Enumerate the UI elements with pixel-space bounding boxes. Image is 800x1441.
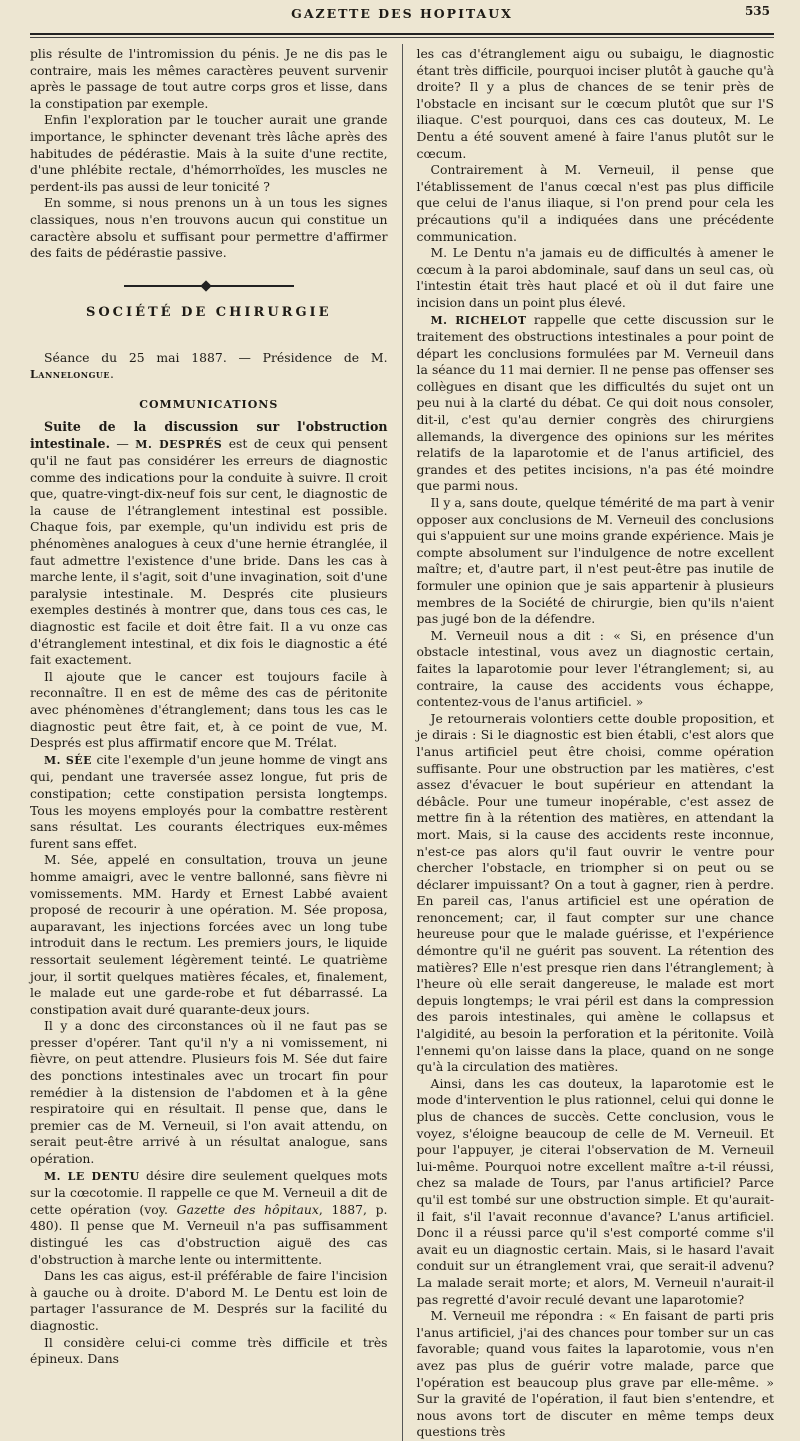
subsection-title: COMMUNICATIONS	[139, 397, 279, 411]
paragraph: plis résulte de l'intromission du pénis. Je ne dis pas le contraire, mais les mêmes caractères peuvent survenir après le passage de tout autre corps gros et lisse, dans la constipation par exemple.	[30, 46, 388, 111]
column-divider	[402, 44, 403, 1441]
paragraph: Il y a donc des circonstances où il ne faut pas se presser d'opérer. Tant qu'il n'y a ni vomissement, ni fièvre, on peut attendre. Plusieurs fois M. Sée dut faire des ponctions intestinales avec un trocart fin pour remédier à la distension de l'abdomen et à la gêne respiratoire qui en résultait. Il pense que, dans le premier cas de M. Verneuil, si l'on avait attendu, on serait peut-être arrivé à un résultat analogue, sans opération.	[30, 1018, 388, 1167]
paragraph: Je retournerais volontiers cette double proposition, et je dirais : Si le diagnostic est bien établi, c'est alors que l'anus artificiel peut être choisi, comme opération suffisante. Pour une obstruction par les matières, c'est assez d'évacuer le bout supérieur en attendant la débâcle. Pour une tumeur inopérable, c'est assez de mettre fin à la rétention des matières, en attendant la mort. Mais, si la cause des accidents reste inconnue, n'est-ce pas alors qu'il faut ouvrir le ventre pour chercher l'obstacle, en triompher si on peut ou se déclarer impuissant? On a tout à gagner, rien à perdre. En pareil cas, l'anus artificiel est une opération de renoncement; car, il faut compter sur une chance heureuse pour que le malade guérisse, et l'expérience démontre qu'il ne guérit pas souvent. La rétention des matières? Elle n'est presque rien dans l'étranglement; à l'heure où elle serait dangereuse, le malade est mort depuis longtemps; le vrai péril est dans la compression des parois intestinales, qui amène le collapsus et l'algidité, au besoin la perforation et la péritonite. Voilà l'ennemi qu'on laisse dans la place, quand on ne songe qu'à la circulation des matières.	[416, 710, 775, 1075]
session-text: Séance du 25 mai 1887. — Présidence de M.	[44, 349, 388, 365]
head-rule-thin	[30, 37, 774, 38]
left-column	[30, 46, 388, 1441]
paragraph: Ainsi, dans les cas douteux, la laparotomie est le mode d'intervention le plus rationnel, celui qui donne le plus de chances de succès. Cette conclusion, vous le voyez, s'éloigne beaucoup de celle de M. Verneuil. Et pour l'appuyer, je citerai l'observation de M. Verneuil lui-même. Pourquoi notre excellent maître a-t-il réussi, chez sa malade de Tours, par l'anus artificiel? Parce qu'il est tombé sur une obstruction simple. Et qu'aurait-il fait, s'il l'avait reconnue d'avance? L'anus artificiel. Donc il a réussi parce qu'il s'est comporté comme s'il avait eu un diagnostic certain. Mais, si le hasard l'avait conduit sur un étranglement vrai, que serait-il advenu? La malade serait morte; et alors, M. Verneuil n'aurait-il pas regretté d'avoir reculé devant une laparotomie?	[416, 1075, 775, 1307]
running-head	[30, 0, 774, 38]
paragraph: Enfin l'exploration par le toucher aurait une grande importance, le sphincter devenant très lâche après des habitudes de pédérastie. Mais à la suite d'une rectite, d'une phlébite rectale, d'hémorrhoïdes, les muscles ne perdent-ils pas aussi de leur tonicité ?	[30, 112, 388, 194]
session-line	[30, 350, 388, 384]
speech-text: , 1887, p. 480). Il pense que M. Verneuil n'a pas suffisamment distingué les cas d'obstruction aiguë des cas d'obstruction à marche lente ou intermittente.	[30, 1201, 388, 1267]
paragraph: M. Le Dentu n'a jamais eu de difficultés à amener le cœcum à la paroi abdominale, sauf dans un seul cas, où l'intestin était très haut placé et où il dut faire une incision dans un point plus élevé.	[416, 245, 775, 310]
paragraph: En somme, si nous prenons un à un tous les signes classiques, nous n'en trouvons aucun qui constitue un caractère absolu et suffisant pour permettre d'affirmer des faits de pédérastie passive.	[30, 195, 388, 261]
paragraph: M. Verneuil nous a dit : « Si, en présence d'un obstacle intestinal, vous avez un diagnostic certain, faites la laparotomie pour lever l'étranglement; si, au contraire, la cause des accidents vous échappe, contentez-vous de l'anus artificiel. »	[416, 627, 775, 710]
paragraph	[30, 752, 388, 853]
page-number: 535	[744, 4, 770, 18]
paragraph	[30, 419, 388, 669]
speech-text: cite l'exemple d'un jeune homme de vingt ans qui, pendant une traversée assez longue, fut pris de constipation; cette constipation persista longtemps. Tous les moyens employés pour la combattre restèrent sans résultat. Les courants électriques eux-mêmes furent sans effet.	[30, 751, 388, 851]
journal-title: Gazette des hôpitaux	[176, 1201, 319, 1217]
head-rule	[30, 33, 774, 35]
section-title: SOCIÉTÉ DE CHIRURGIE	[85, 304, 332, 320]
speaker-name: M. RICHELOT	[430, 313, 527, 327]
paragraph	[30, 1168, 388, 1269]
speaker-name: M. SÉE	[44, 753, 93, 767]
session-end: .	[109, 366, 114, 382]
paragraph: Il y a, sans doute, quelque témérité de ma part à venir opposer aux conclusions de M. Verneuil des conclusions qui s'appuient sur une moins grande expérience. Mais je compte absolument sur l'indulgence de notre excellent maître; et, d'autre part, il n'est peut-être pas inutile de formuler une opinion que je sais appartenir à plusieurs membres de la Société de chirurgie, bien qu'ils n'aient pas jugé bon de la défendre.	[416, 495, 775, 627]
president-name: Lannelongue	[30, 368, 110, 382]
discussion-title: Suite de la discussion sur l'obstruction intestinale.	[30, 418, 388, 451]
paragraph: Il ajoute que le cancer est toujours facile à reconnaître. Il en est de même des cas de péritonite avec phénomènes d'étranglement; dans tous les cas le diagnostic peut être fait, et, à ce point de vue, M. Després est plus affirmatif encore que M. Trélat.	[30, 668, 388, 751]
right-column	[417, 46, 775, 1441]
paragraph: Il considère celui-ci comme très difficile et très épineux. Dans	[30, 1334, 388, 1367]
section-separator	[30, 272, 388, 291]
speaker-name: M. LE DENTU	[44, 1169, 140, 1183]
speaker-name: M. DESPRÉS	[135, 437, 223, 451]
speech-text: est de ceux qui pensent qu'il ne faut pas considérer les erreurs de diagnostic comme des indications pour la conduite à suivre. Il croit que, quatre-vingt-dix-neuf fois sur cent, le diagnostic de la cause de l'étranglement intestinal est possible. Chaque fois, par exemple, qu'un individu est pris de phénomènes analogues à ceux d'une hernie étranglée, il faut admettre l'existence d'une bride. Dans les cas à marche lente, il s'agit, soit d'une invagination, soit d'une paralysie intestinale. M. Després cite plusieurs exemples destinés à montrer que, dans tous ces cas, le diagnostic est facile et doit être fait. Il a vu onze cas d'étranglement intestinal, et dix fois le diagnostic a été fait exactement.	[30, 435, 388, 668]
paragraph: Contrairement à M. Verneuil, il pense que l'établissement de l'anus cœcal n'est pas plus difficile que celui de l'anus iliaque, si l'on prend pour cela les précautions qu'il a indiquées dans une précédente communication.	[416, 162, 775, 244]
speech-text: désire dire seulement quelques mots sur la cœcotomie. Il rappelle ce que M. Verneuil a dit de cette opération (voy.	[30, 1167, 388, 1217]
paragraph: Dans les cas aigus, est-il préférable de faire l'incision à gauche ou à droite. D'abord M. Le Dentu est loin de partager l'assurance de M. Després sur la facilité du diagnostic.	[30, 1268, 388, 1333]
speech-text: rappelle que cette discussion sur le traitement des obstructions intestinales a pour point de départ les conclusions formulées par M. Verneuil dans la séance du 11 mai dernier. Il ne pense pas offenser ses collègues en disant que les difficultés du sujet ont un peu nui à la clarté du débat. Ce qui doit nous consoler, dit-il, c'est qu'au dernier congrès des chirurgiens allemands, la divergence des opinions sur les mérites relatifs de la laparotomie et de l'anus artificiel, des grandes et des petites incisions, n'a pas été moindre que parmi nous.	[416, 311, 775, 494]
running-title: GAZETTE DES HOPITAUX	[291, 6, 513, 21]
two-column-body	[30, 46, 774, 1441]
paragraph: les cas d'étranglement aigu ou subaigu, le diagnostic étant très difficile, pourquoi inciser plutôt à gauche qu'à droite? Il y a plus de chances de se tenir près de l'obstacle en incisant sur le cœcum plutôt que sur l'S iliaque. C'est pourquoi, dans ces cas douteux, M. Le Dentu a été souvent amené à faire l'anus plutôt sur le cœcum.	[416, 46, 775, 161]
dash: —	[109, 435, 136, 451]
paragraph	[417, 312, 775, 496]
paragraph: M. Sée, appelé en consultation, trouva un jeune homme amaigri, avec le ventre ballonné, sans fièvre ni vomissements. MM. Hardy et Ernest Labbé avaient proposé de recourir à une opération. M. Sée proposa, auparavant, les injections forcées avec un long tube introduit dans le rectum. Les premiers jours, le liquide ressortait seulement légèrement teinté. Le quatrième jour, il sortit quelques matières fécales, et, finalement, le malade eut une garde-robe et fut débarrassé. La constipation avait duré quarante-deux jours.	[30, 852, 388, 1017]
paragraph: M. Verneuil me répondra : « En faisant de parti pris l'anus artificiel, j'ai des chances pour tomber sur un cas favorable; quand vous faites la laparotomie, vous n'en avez pas plus de guérir votre malade, parce que l'opération est beaucoup plus grave par elle-même. » Sur la gravité de l'opération, il faut bien s'entendre, et nous avons tort de discuter en même temps deux questions très	[416, 1308, 775, 1440]
